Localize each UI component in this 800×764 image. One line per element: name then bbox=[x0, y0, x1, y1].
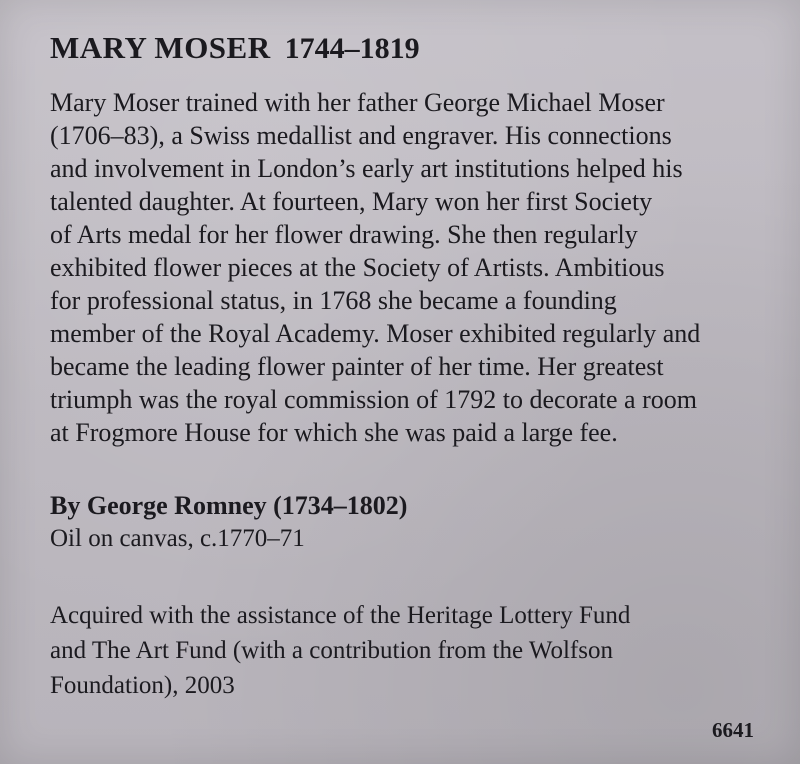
bio-line: triumph was the royal commission of 1792 to decorate a room bbox=[50, 385, 697, 414]
biography-text bbox=[50, 86, 770, 449]
sitter-dates: 1744–1819 bbox=[284, 32, 420, 65]
bio-line: talented daughter. At fourteen, Mary won her first Society bbox=[50, 187, 653, 216]
label-title bbox=[50, 30, 420, 66]
bio-line: became the leading flower painter of her time. Her greatest bbox=[50, 352, 664, 381]
bio-line: and involvement in London’s early art institutions helped his bbox=[50, 154, 683, 183]
bio-line: of Arts medal for her flower drawing. She then regularly bbox=[50, 220, 638, 249]
sitter-name: MARY MOSER bbox=[50, 30, 271, 65]
bio-line: member of the Royal Academy. Moser exhibited regularly and bbox=[50, 319, 701, 348]
acquisition-credit bbox=[50, 598, 630, 703]
credit-line: Acquired with the assistance of the Heritage Lottery Fund bbox=[50, 602, 631, 629]
bio-line: (1706–83), a Swiss medallist and engraver. His connections bbox=[50, 121, 672, 150]
artist-attribution: By George Romney (1734–1802) bbox=[50, 491, 408, 520]
bio-line: for professional status, in 1768 she became a founding bbox=[50, 286, 617, 315]
credit-line: and The Art Fund (with a contribution from the Wolfson bbox=[50, 637, 613, 664]
bio-line: Mary Moser trained with her father George Michael Moser bbox=[50, 88, 665, 117]
credit-line: Foundation), 2003 bbox=[50, 672, 235, 699]
catalog-number: 6641 bbox=[712, 718, 754, 742]
bio-line: exhibited flower pieces at the Society of Artists. Ambitious bbox=[50, 253, 665, 282]
bio-line: at Frogmore House for which she was paid a large fee. bbox=[50, 418, 618, 447]
medium-and-date: Oil on canvas, c.1770–71 bbox=[50, 525, 305, 552]
